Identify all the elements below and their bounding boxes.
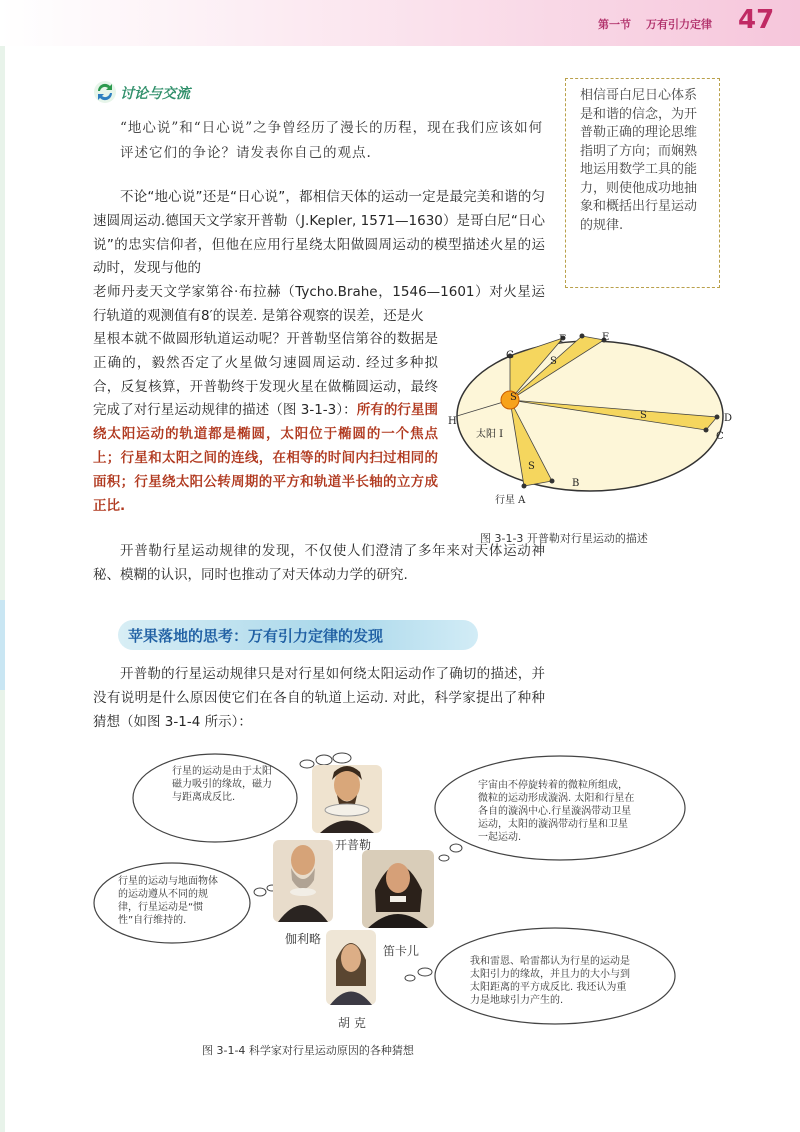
point-h: H	[448, 416, 457, 427]
name-galileo: 伽利略	[285, 932, 322, 946]
figure2-caption: 图 3-1-4 科学家对行星运动原因的各种猜想	[202, 1044, 414, 1057]
area-s-4: S	[640, 410, 647, 421]
point-b: B	[572, 478, 580, 489]
area-s-2: S	[550, 356, 557, 367]
section-title: 苹果落地的思考：万有引力定律的发现	[128, 627, 384, 645]
discussion-label: 讨论与交流	[120, 86, 190, 102]
point-f: F	[559, 334, 566, 345]
paragraph-1a: 不论“地心说”还是“日心说”，都相信天体的运动一定是最完美和谐的匀速圆周运动.德国天文学家开普勒（J.Kepler, 1571—1630）是哥白尼“日心说”的忠实信仰者，但他在应用行星绕太阳做圆周运动的模型描述火星的运动时，发现与他的	[93, 189, 545, 277]
paragraph-1c	[93, 328, 438, 518]
planet-label: 行星 A	[495, 495, 526, 506]
hooke-portrait	[326, 930, 376, 1005]
area-s-1: S	[510, 392, 517, 403]
figure1-caption: 图 3-1-3 开普勒对行星运动的描述	[480, 532, 648, 545]
paragraph-3: 开普勒的行星运动规律只是对行星如何绕太阳运动作了确切的描述，并没有说明是什么原因使它们在各自的轨道上运动. 对此，科学家提出了种种猜想（如图 3-1-4 所示）：	[93, 666, 545, 730]
point-c: C	[716, 431, 724, 442]
bubble-galileo-text: 行星的运动与地面物体的运动遵从不同的规律，行星运动是“惯性”自行维持的.	[118, 876, 218, 926]
point-d: D	[724, 413, 733, 424]
paragraph-2: 开普勒行星运动规律的发现，不仅使人们澄清了多年来对天体运动神秘、模糊的认识，同时也推动了对天体动力学的研究.	[93, 543, 545, 583]
paragraph-1c-text: 星根本就不做圆形轨道运动呢？开普勒坚信第谷的数据是正确的，毅然否定了火星做匀速圆周运动. 经过多种拟合，反复核算，开普勒终于发现火星在做椭圆运动，最终完成了对行星运动规律的描述（图 3-1-3）：	[93, 331, 438, 419]
left-margin-strip	[0, 0, 5, 1132]
name-descartes: 笛卡儿	[383, 944, 420, 958]
header-title: 万有引力定律	[646, 18, 712, 31]
galileo-portrait	[273, 840, 333, 922]
discussion-text: “地心说”和“日心说”之争曾经历了漫长的历程，现在我们应该如何评述它们的争论？请发表你自己的观点.	[120, 120, 544, 161]
point-e: E	[602, 332, 610, 343]
header-section: 第一节	[598, 18, 631, 31]
left-margin-accent	[0, 600, 5, 690]
descartes-portrait	[362, 850, 434, 928]
bubble-descartes-text: 宇宙由不停旋转着的微粒所组成，微粒的运动形成漩涡. 太阳和行星在各自的漩涡中心.行星漩涡带动卫星运动，太阳的漩涡带动行星和卫星一起运动.	[478, 780, 635, 843]
page-number: 47	[738, 5, 775, 35]
name-kepler: 开普勒	[335, 838, 372, 852]
sun-label: 太阳 I	[476, 429, 504, 440]
kepler-laws-text: 所有的行星围绕太阳运动的轨道都是椭圆，太阳位于椭圆的一个焦点上；行星和太阳之间的连线，在相等的时间内扫过相同的面积；行星绕太阳公转周期的平方和轨道半长轴的立方成正比.	[93, 402, 439, 514]
bubble-kepler-text: 行星的运动是由于太阳磁力吸引的缘故，磁力与距离成反比.	[172, 766, 272, 803]
kepler-orbit-figure	[440, 326, 740, 506]
side-note: 相信哥白尼日心体系是和谐的信念，为开普勒正确的理论思维指明了方向；而娴熟地运用数学工具的能力，则使他成功地抽象和概括出行星运动的规律.	[565, 78, 720, 288]
area-s-3: S	[528, 461, 535, 472]
paragraph-1b: 老师丹麦天文学家第谷·布拉赫（Tycho.Brahe，1546—1601）对火星运行轨道的观测值有8′的误差. 是第谷观察的误差，还是火	[93, 284, 545, 324]
bubble-hooke-text: 我和雷恩、哈雷都认为行星的运动是太阳引力的缘故，并且力的大小与到太阳距离的平方成反比. 我还认为重力是地球引力产生的.	[470, 956, 630, 1006]
kepler-portrait	[312, 765, 382, 833]
name-hooke: 胡 克	[338, 1016, 366, 1030]
discussion-arrows-icon	[93, 80, 117, 104]
point-g: G	[506, 350, 514, 361]
